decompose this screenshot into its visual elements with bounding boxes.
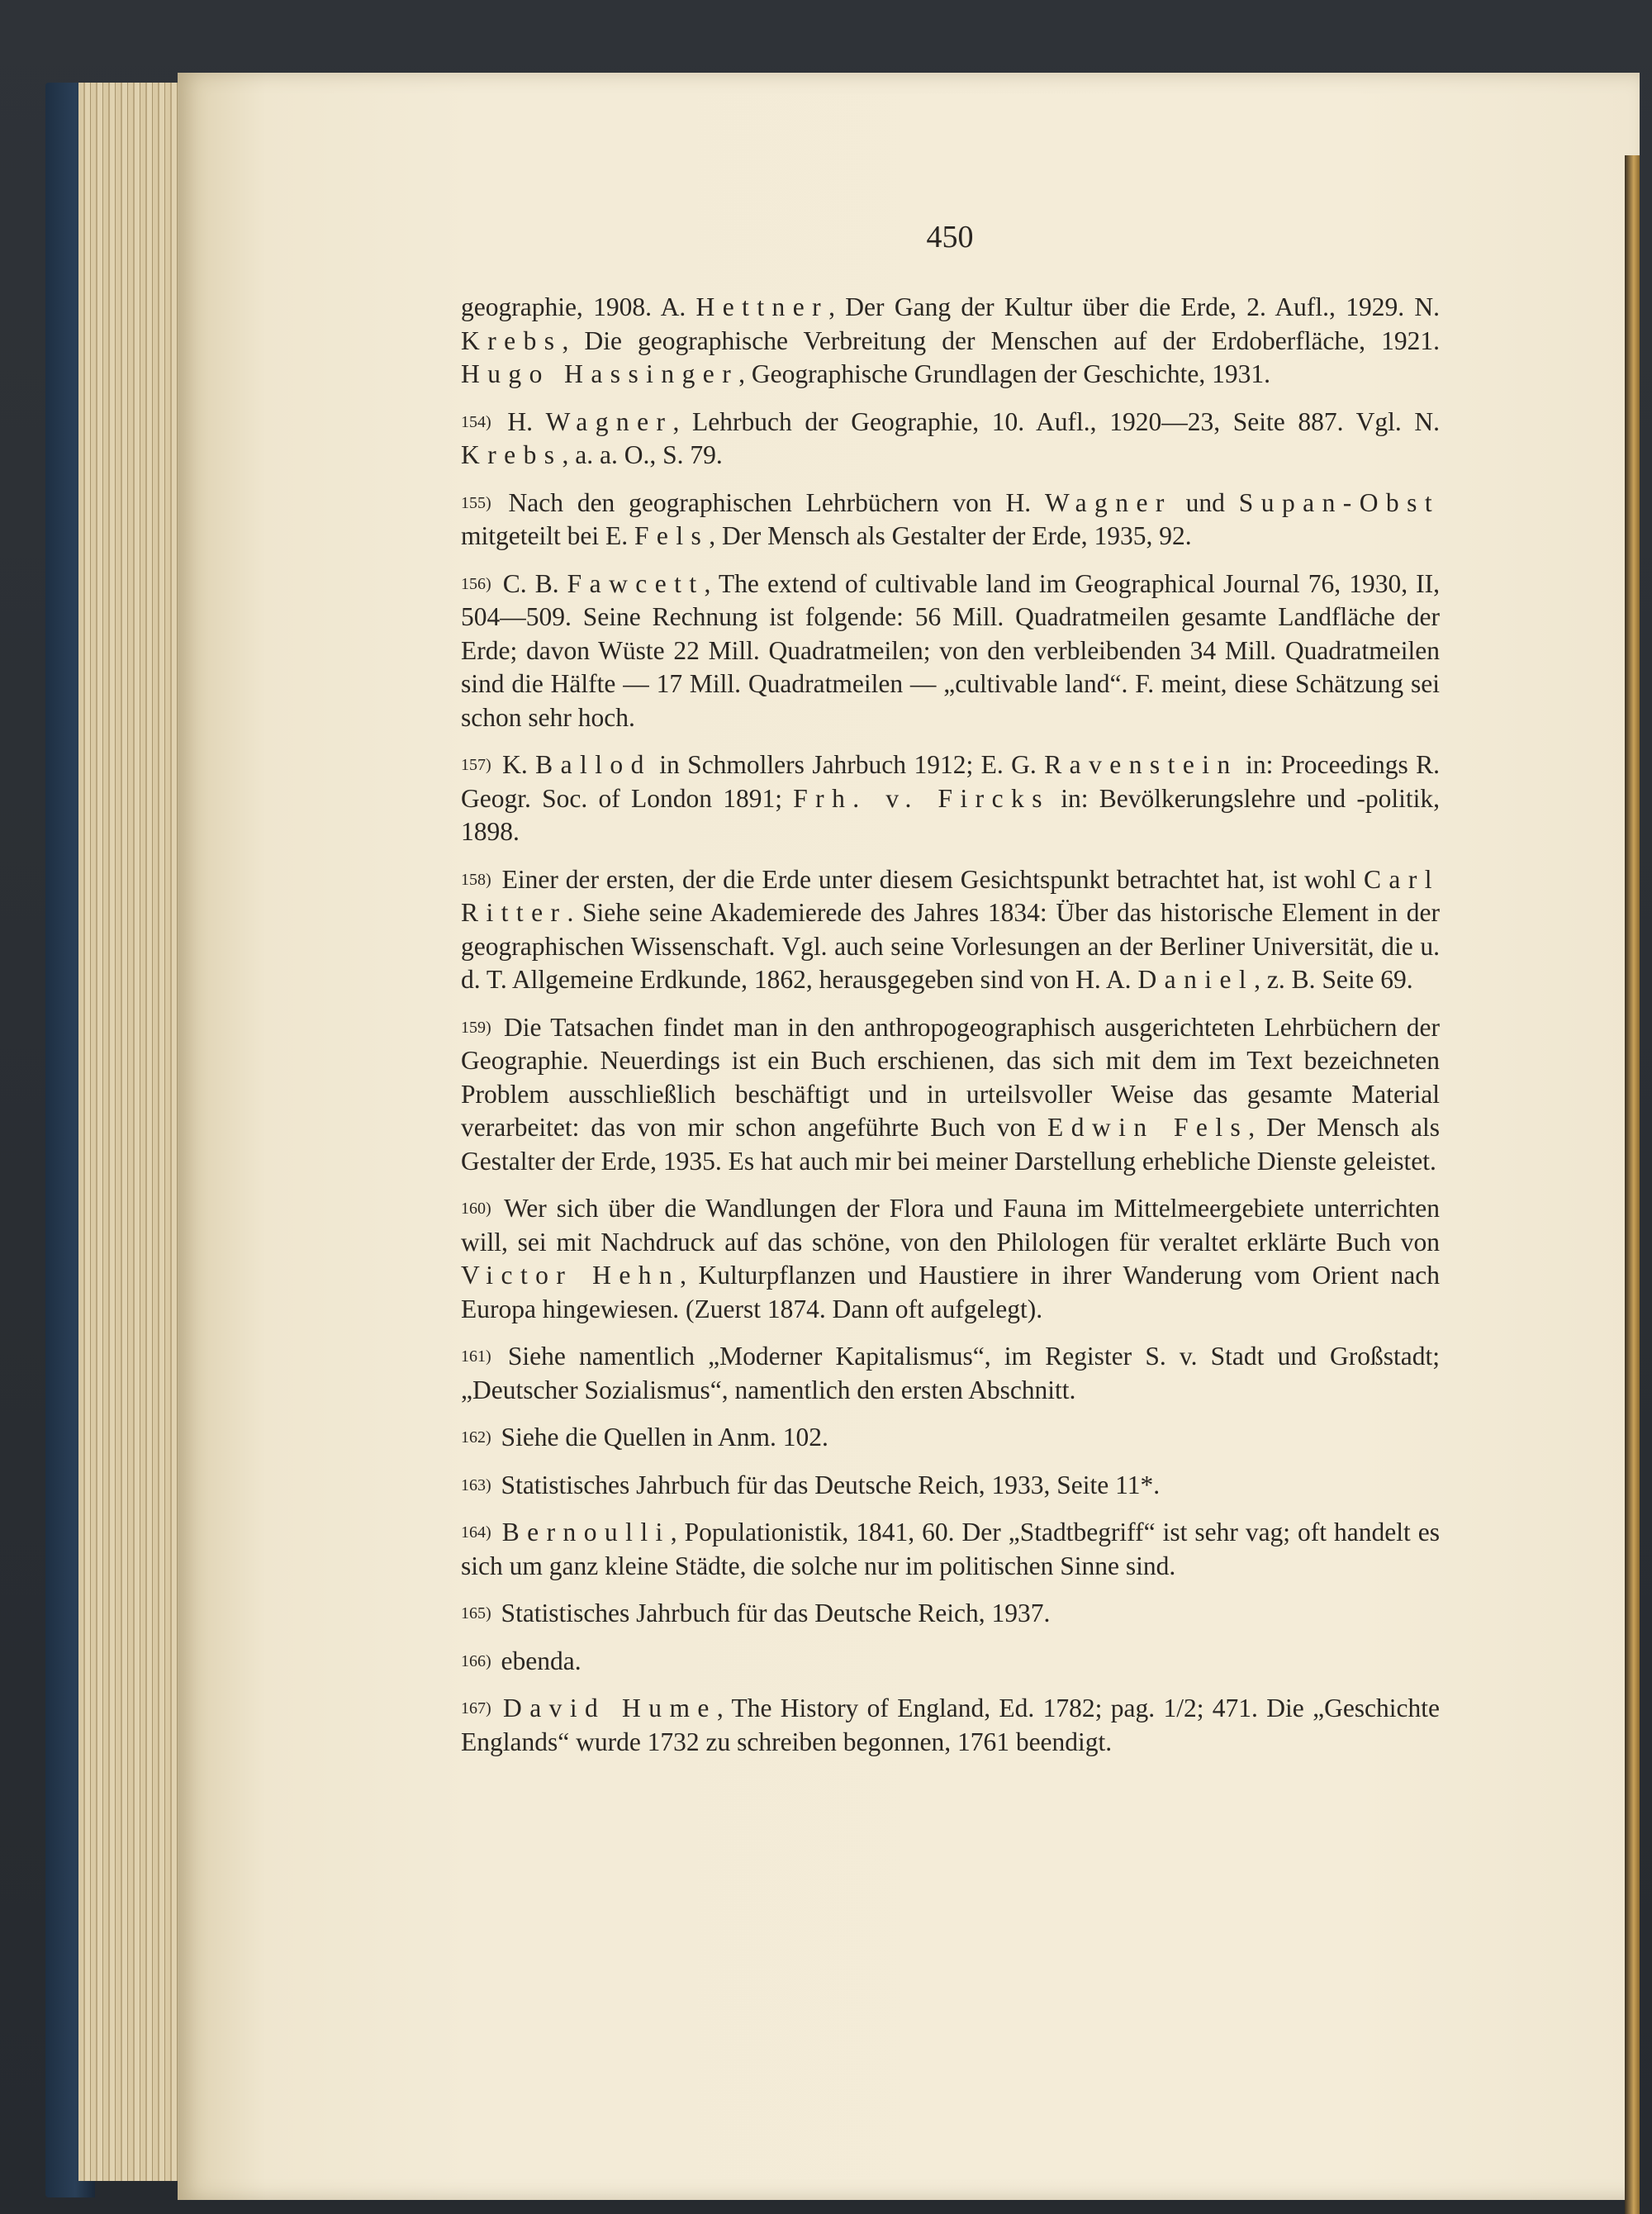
- page-number: 450: [926, 220, 974, 254]
- footnote-number: 167): [461, 1699, 491, 1718]
- footnotes-block: [461, 291, 1440, 1773]
- footnote-number: 164): [461, 1523, 491, 1542]
- footnote-155: 155) Nach den geographischen Lehrbüchern von H. Wagner und Supan-Obst mitgeteilt bei E. Fels, Der Mensch als Gestalter der Erde, 1935, 92.: [461, 487, 1441, 550]
- page-right-edge: [1625, 155, 1640, 2214]
- footnote-number: 157): [461, 756, 491, 774]
- author-name: Hugo Hassinger: [461, 359, 739, 388]
- author-name: Ravenstein: [1044, 750, 1238, 779]
- footnote-154: 154) H. Wagner, Lehrbuch der Geographie, 10. Aufl., 1920—23, Seite 887. Vgl. N. Krebs, a. a. O., S. 79.: [461, 406, 1441, 469]
- author-name: Krebs: [461, 325, 563, 355]
- author-name: Victor Hehn: [461, 1261, 681, 1290]
- footnote-162: 162) Siehe die Quellen in Anm. 102.: [461, 1423, 828, 1451]
- footnote-number: 166): [461, 1651, 491, 1670]
- footnote-159: 159) Die Tatsachen findet man in den anthropogeographisch ausgerichteten Lehrbüchern der Geographie. Neuerdings ist ein Buch erschienen, das sich mit dem im Text bezeichneten Problem ausschließlich beschäftigt und in urteilsvoller Weise das gesamte Material verarbeitet: das von mir schon angeführte Buch von Edwin Fels, Der Mensch als Gestalter der Erde, 1935. Es hat auch mir bei meiner Darstellung erhebliche Dienste geleistet.: [461, 1012, 1440, 1176]
- author-name: Carl Ritter: [461, 864, 1440, 927]
- footnote-153-continuation: geographie, 1908. A. Hettner, Der Gang der Kultur über die Erde, 2. Aufl., 1929. N. Krebs, Die geographische Verbreitung der Menschen auf der Erdoberfläche, 1921. Hugo Hassinger, Geographische Grundlagen der Geschichte, 1931.: [461, 292, 1441, 388]
- footnote-number: 161): [461, 1347, 491, 1366]
- author-name: Frh. v. Fircks: [793, 783, 1050, 813]
- author-name: Daniel: [1137, 965, 1255, 994]
- footnote-163: 163) Statistisches Jahrbuch für das Deutsche Reich, 1933, Seite 11*.: [461, 1470, 1161, 1499]
- footnote-164: 164) Bernoulli, Populationistik, 1841, 60. Der „Stadtbegriff“ ist sehr vag; oft handelt es sich um ganz kleine Städte, die solche nur im politischen Sinne sind.: [461, 1518, 1441, 1580]
- footnote-number: 156): [461, 574, 491, 593]
- footnote-number: 154): [461, 412, 491, 431]
- footnote-number: 160): [461, 1200, 491, 1218]
- footnote-number: 155): [461, 493, 491, 512]
- footnote-165: 165) Statistisches Jahrbuch für das Deutsche Reich, 1937.: [461, 1599, 1051, 1627]
- author-name: Wagner: [545, 406, 673, 436]
- footnote-166: 166) ebenda.: [461, 1646, 582, 1675]
- page-stack-edges: [78, 83, 194, 2181]
- footnote-156: 156) C. B. Fawcett, The extend of cultivable land im Geographical Journal 76, 1930, II, 504—509. Seine Rechnung ist folgende: 56 Mill. Quadratmeilen gesamte Landfläche der Erde; davon Wüste 22 Mill. Quadratmeilen; von den verbleibenden 34 Mill. Quadratmeilen sind die Hälfte — 17 Mill. Quadratmeilen — „cultivable land“. F. meint, diese Schätzung sei schon sehr hoch.: [461, 568, 1441, 732]
- footnote-number: 163): [461, 1475, 491, 1494]
- footnote-number: 158): [461, 870, 491, 889]
- author-name: Krebs: [461, 440, 563, 469]
- footnote-number: 159): [461, 1018, 491, 1037]
- footnote-158: 158) Einer der ersten, der die Erde unter diesem Gesichtspunkt betrachtet hat, ist wohl Carl Ritter. Siehe seine Akademierede des Jahres 1834: Über das historische Element in der geographischen Wissenschaft. Vgl. auch seine Vorlesungen an der Berliner Universität, die u. d. T. Allgemeine Erdkunde, 1862, herausgegeben sind von H. A. Daniel, z. B. Seite 69.: [461, 864, 1440, 994]
- footnote-number: 165): [461, 1604, 491, 1622]
- author-name: Fels: [634, 521, 710, 550]
- author-name: Edwin Fels: [1047, 1113, 1249, 1142]
- author-name: Supan-Obst: [1238, 487, 1441, 517]
- author-name: Wagner: [1044, 487, 1172, 517]
- author-name: Hettner: [695, 292, 829, 321]
- author-name: Bernoulli: [501, 1518, 671, 1546]
- footnote-167: 167) David Hume, The History of England, Ed. 1782; pag. 1/2; 471. Die „Geschichte Englands“ wurde 1732 zu schreiben begonnen, 1761 beendigt.: [461, 1694, 1441, 1756]
- author-name: Fawcett: [567, 568, 705, 598]
- author-name: Ballod: [535, 750, 652, 779]
- footnote-number: 162): [461, 1428, 491, 1447]
- author-name: David Hume: [503, 1694, 717, 1722]
- footnote-161: 161) Siehe namentlich „Moderner Kapitalismus“, im Register S. v. Stadt und Großstadt; „Deutscher Sozialismus“, namentlich den ersten Abschnitt.: [461, 1342, 1441, 1404]
- footnote-160: 160) Wer sich über die Wandlungen der Flora und Fauna im Mittelmeergebiete unterrichten will, sei mit Nachdruck auf das schöne, von den Philologen für veraltet erklärte Buch von Victor Hehn, Kulturpflanzen und Haustiere in ihrer Wanderung vom Orient nach Europa hingewiesen. (Zuerst 1874. Dann oft aufgelegt).: [461, 1194, 1440, 1323]
- footnote-157: 157) K. Ballod in Schmollers Jahrbuch 1912; E. G. Ravenstein in: Proceedings R. Geogr. Soc. of London 1891; Frh. v. Fircks in: Bevölkerungslehre und -politik, 1898.: [461, 750, 1441, 846]
